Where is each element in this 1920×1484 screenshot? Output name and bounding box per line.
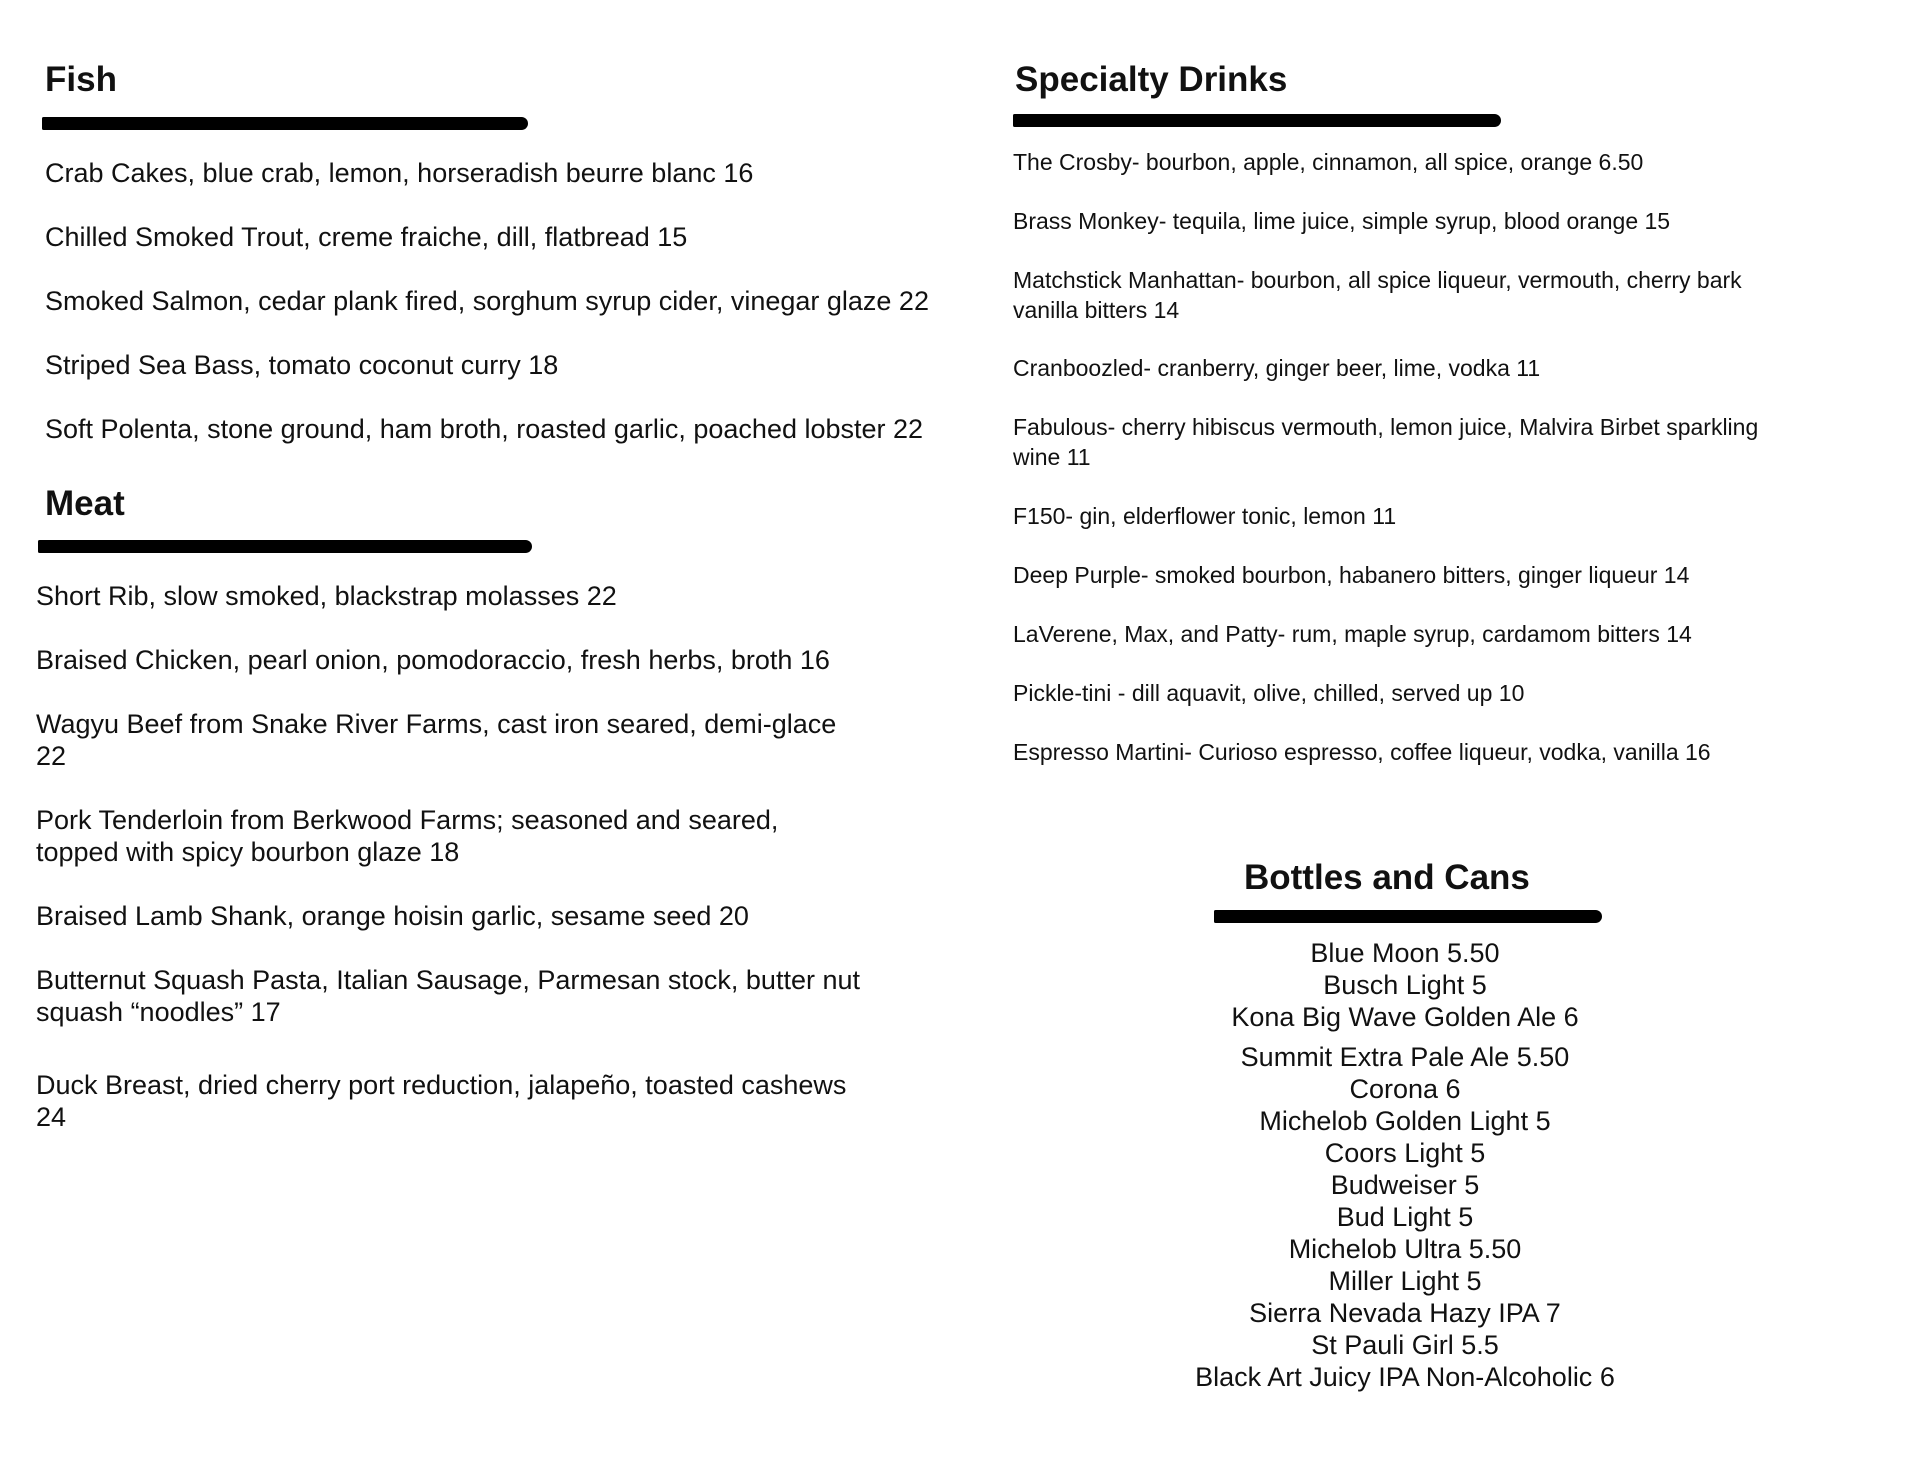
fish-heading: Fish [45,60,117,99]
drink-item-text: Pickle-tini - dill aquavit, olive, chilled, served up 10 [1013,680,1525,706]
bottles-list [1180,937,1630,1393]
drink-item-text: Deep Purple- smoked bourbon, habanero bitters, ginger liqueur 14 [1013,562,1690,588]
meat-heading-underline [38,540,532,553]
meat-item-text: topped with spicy bourbon glaze 18 [36,837,460,867]
meat-heading: Meat [45,484,125,523]
drink-item-text: LaVerene, Max, and Patty- rum, maple syrup, cardamom bitters 14 [1013,621,1692,647]
bottles-heading-underline [1214,910,1602,923]
drink-item [1013,560,1689,590]
meat-item-text: 24 [36,1102,67,1132]
bottle-item: Sierra Nevada Hazy IPA 7 [1249,1298,1561,1328]
meat-item [36,900,749,932]
drink-item [1013,206,1670,236]
drinks-heading-underline [1013,114,1501,127]
drink-item [1013,412,1758,472]
bottle-item: Michelob Golden Light 5 [1259,1106,1551,1136]
drink-item-text: Brass Monkey- tequila, lime juice, simple syrup, blood orange 15 [1013,208,1671,234]
drink-item [1013,147,1643,177]
meat-item-text: Braised Chicken, pearl onion, pomodoraccio, fresh herbs, broth 16 [36,645,830,675]
fish-heading-underline [42,117,528,130]
drink-item-text: F150- gin, elderflower tonic, lemon 11 [1013,503,1397,529]
drink-item-text: Fabulous- cherry hibiscus vermouth, lemon juice, Malvira Birbet sparkling [1013,414,1759,440]
meat-item-text: Duck Breast, dried cherry port reduction, jalapeño, toasted cashews [36,1070,847,1100]
drink-item [1013,737,1711,767]
bottle-item: Busch Light 5 [1323,970,1487,1000]
drink-item [1013,501,1396,531]
bottle-item: Budweiser 5 [1330,1170,1480,1200]
fish-item: Soft Polenta, stone ground, ham broth, roasted garlic, poached lobster 22 [45,414,924,444]
bottle-item: St Pauli Girl 5.5 [1311,1330,1499,1360]
meat-item-text: Wagyu Beef from Snake River Farms, cast iron seared, demi-glace [36,709,837,739]
fish-item: Crab Cakes, blue crab, lemon, horseradish beurre blanc 16 [45,158,754,188]
meat-item [36,644,830,676]
meat-item-text: 22 [36,741,67,771]
meat-item-text: squash “noodles” 17 [36,997,281,1027]
drink-item-text: Matchstick Manhattan- bourbon, all spice liqueur, vermouth, cherry bark [1013,267,1742,293]
drinks-heading: Specialty Drinks [1015,60,1288,99]
drink-item-text: Espresso Martini- Curioso espresso, coffee liqueur, vodka, vanilla 16 [1013,739,1711,765]
bottle-item: Coors Light 5 [1324,1138,1486,1168]
fish-item: Chilled Smoked Trout, creme fraiche, dill, flatbread 15 [45,222,688,252]
bottle-item: Miller Light 5 [1328,1266,1482,1296]
meat-item-text: Butternut Squash Pasta, Italian Sausage, Parmesan stock, butter nut [36,965,860,995]
bottle-item: Corona 6 [1349,1074,1461,1104]
meat-item [36,964,860,1028]
drink-item-text: vanilla bitters 14 [1013,297,1180,323]
bottles-heading: Bottles and Cans [1244,858,1530,897]
drink-item-text: Cranboozled- cranberry, ginger beer, lime, vodka 11 [1013,355,1541,381]
drink-item-text: The Crosby- bourbon, apple, cinnamon, all spice, orange 6.50 [1013,149,1644,175]
meat-item-text: Short Rib, slow smoked, blackstrap molasses 22 [36,581,617,611]
bottle-item: Kona Big Wave Golden Ale 6 [1231,1002,1579,1032]
meat-item [36,708,836,772]
fish-item: Striped Sea Bass, tomato coconut curry 18 [45,350,559,380]
meat-item-text: Pork Tenderloin from Berkwood Farms; seasoned and seared, [36,805,779,835]
drink-item [1013,353,1540,383]
meat-item [36,580,617,612]
drink-item [1013,265,1742,325]
bottle-item: Summit Extra Pale Ale 5.50 [1240,1042,1570,1072]
bottle-item: Blue Moon 5.50 [1310,938,1500,968]
meat-item-text: Braised Lamb Shank, orange hoisin garlic, sesame seed 20 [36,901,749,931]
fish-item: Smoked Salmon, cedar plank fired, sorghum syrup cider, vinegar glaze 22 [45,286,929,316]
meat-item [36,804,778,868]
bottle-item: Bud Light 5 [1336,1202,1474,1232]
drink-item [1013,619,1692,649]
bottle-item: Black Art Juicy IPA Non-Alcoholic 6 [1195,1362,1615,1392]
bottle-item: Michelob Ultra 5.50 [1288,1234,1522,1264]
meat-item [36,1069,846,1133]
drink-item-text: wine 11 [1013,444,1091,470]
drink-item [1013,678,1524,708]
